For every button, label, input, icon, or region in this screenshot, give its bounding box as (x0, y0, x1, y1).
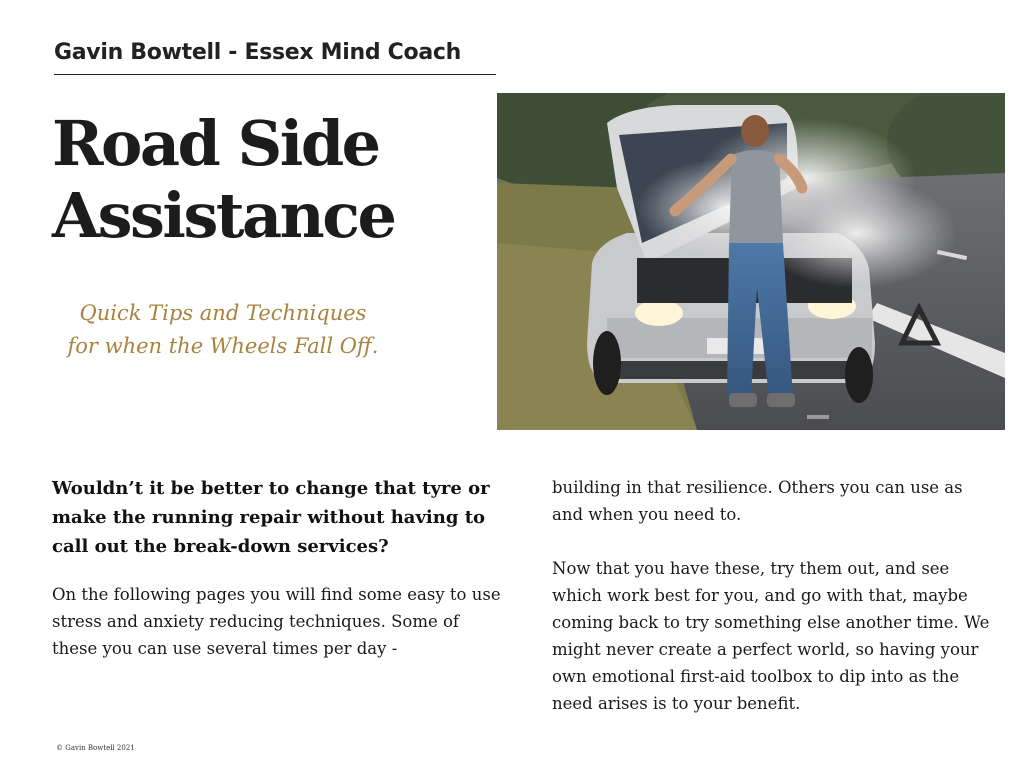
photo-illustration (497, 93, 1005, 430)
subtitle-line-2: for when the Wheels Fall Off. (67, 334, 379, 358)
header-title: Gavin Bowtell - Essex Mind Coach (54, 40, 461, 65)
page-title-line-2: Assistance (52, 179, 395, 252)
left-column (52, 474, 502, 662)
page-title-line-1: Road Side (52, 107, 379, 180)
subtitle-line-1: Quick Tips and Techniques (79, 301, 367, 325)
copyright-notice: © Gavin Bowtell 2021 (56, 744, 135, 752)
left-body-paragraph: On the following pages you will find some easy to use stress and anxiety reducing techniques. Some of these you can use several times per day - (52, 585, 501, 658)
hero-photo (497, 93, 1005, 430)
header-rule (54, 74, 496, 75)
right-column (552, 474, 992, 744)
right-body-paragraph-1: building in that resilience. Others you can use as and when you need to. (552, 478, 963, 524)
page-title (52, 108, 482, 252)
subtitle (40, 297, 406, 363)
right-body-paragraph-2: Now that you have these, try them out, and see which work best for you, and go with that, maybe coming back to try something else another time. We might never create a perfect world, so having your own emotional first-aid toolbox to dip into as the need arises is to your benefit. (552, 559, 990, 713)
lead-question: Wouldn’t it be better to change that tyre or make the running repair without having to call out the break-down services? (52, 478, 490, 557)
